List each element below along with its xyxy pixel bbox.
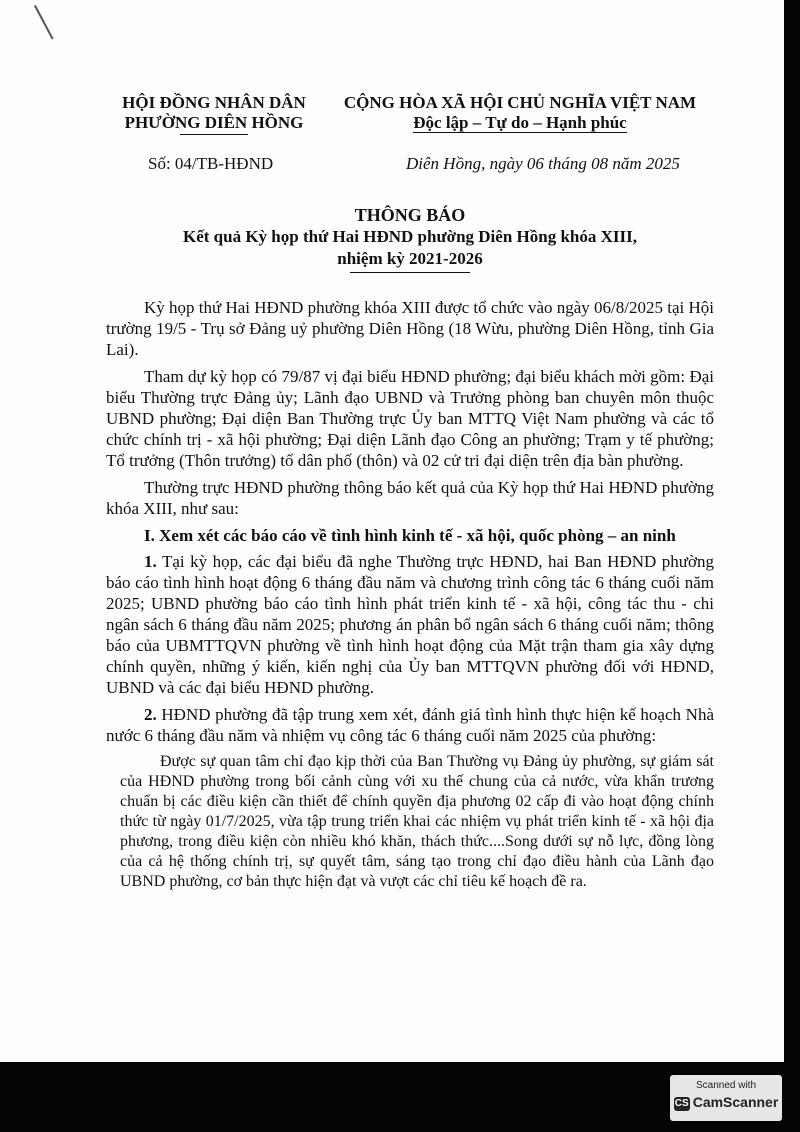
- item-2-number: 2.: [144, 705, 157, 724]
- authority-line2: PHƯỜNG DIÊN HỒNG: [124, 113, 304, 132]
- item-2: [106, 704, 714, 746]
- scanner-watermark: [670, 1075, 782, 1121]
- place-date: Diên Hồng, ngày 06 tháng 08 năm 2025: [406, 154, 680, 173]
- item-1-text: Tại kỳ họp, các đại biểu đã nghe Thường trực HĐND, hai Ban HĐND phường báo cáo tình hình hoạt động 6 tháng đầu năm và chương trình công tác 6 tháng cuối năm 2025; UBND phường báo cáo tình hình phát triển kinh tế - xã hội, công tác thu - chi ngân sách 6 tháng đầu năm 2025; phương án phân bổ ngân sách 6 tháng cuối năm; thông báo của UBMTTQVN phường về tình hình hoạt động của Mặt trận tham gia xây dựng chính quyền, những ý kiến, kiến nghị của Ủy ban MTTQVN phường đối với HĐND, UBND và các đại biểu HĐND phường.: [106, 552, 714, 697]
- nation-name: CỘNG HÒA XÃ HỘI CHỦ NGHĨA VIỆT NAM: [343, 93, 697, 112]
- title-underline: [350, 272, 470, 273]
- subject-line2: nhiệm kỳ 2021-2026: [337, 249, 483, 268]
- watermark-caption: Scanned with: [695, 1080, 757, 1091]
- paragraph-attendees: Tham dự kỳ họp có 79/87 vị đại biểu HĐND phường; đại biểu khách mời gồm: Đại biểu Thường trực Đảng ủy; Lãnh đạo UBND và Trưởng phòng ban chuyên môn thuộc UBND phường; Đại diện Ban Thường trực Ủy ban MTTQ Việt Nam phường và các tổ chức chính trị - xã hội phường; Đại diện Lãnh đạo Công an phường; Trạm y tế phường; Tổ trưởng (Thôn trưởng) tổ dân phố (thôn) và 02 cử tri đại diện trên địa bàn phường.: [106, 367, 714, 470]
- subject-line1: Kết quả Kỳ họp thứ Hai HĐND phường Diên Hồng khóa XIII,: [183, 227, 637, 246]
- item-2-text: HĐND phường đã tập trung xem xét, đánh giá tình hình thực hiện kế hoạch Nhà nước 6 tháng đầu năm và nhiệm vụ công tác 6 tháng cuối năm 2025 của phường:: [106, 705, 714, 745]
- item-1-number: 1.: [144, 552, 157, 571]
- national-title: [330, 93, 710, 133]
- paragraph-announcement: Thường trực HĐND phường thông báo kết quả của Kỳ họp thứ Hai HĐND phường khóa XIII, như sau:: [106, 478, 714, 518]
- authority-line1: HỘI ĐỒNG NHÂN DÂN: [122, 93, 306, 112]
- item-1: [106, 551, 714, 698]
- section-heading: I. Xem xét các báo cáo về tình hình kinh tế - xã hội, quốc phòng – an ninh: [144, 526, 676, 545]
- pen-mark: [34, 5, 54, 39]
- authority-underline: [180, 134, 248, 135]
- issuing-authority: [108, 93, 320, 135]
- watermark-brand: [670, 1092, 782, 1112]
- watermark-brand-name: CamScanner: [692, 1094, 779, 1110]
- paragraph-assessment: Được sự quan tâm chỉ đạo kịp thời của Ban Thường vụ Đảng ủy phường, sự giám sát của HĐND phường trong bối cảnh cùng với xu thế chung của cả nước, vừa khẩn trương chuẩn bị các điều kiện cần thiết để chính quyền địa phương 02 cấp đi vào hoạt động chính thức từ ngày 01/7/2025, vừa tập trung triển khai các nhiệm vụ phát triển kinh tế - xã hội địa phương, trong điều kiện còn nhiều khó khăn, thách thức....Song dưới sự nỗ lực, đồng lòng của cả hệ thống chính trị, sự quyết tâm, sáng tạo trong chỉ đạo điều hành của Lãnh đạo UBND phường, cơ bản thực hiện đạt và vượt các chỉ tiêu kế hoạch đề ra.: [120, 753, 714, 890]
- document-type: THÔNG BÁO: [354, 205, 466, 225]
- document-title: [100, 204, 720, 273]
- reference-number: Số: 04/TB-HĐND: [148, 154, 274, 173]
- paragraph-session-info: Kỳ họp thứ Hai HĐND phường khóa XIII được tổ chức vào ngày 06/8/2025 tại Hội trường 19/5 - Trụ sở Đảng uỷ phường Diên Hồng (18 Wừu, phường Diên Hồng, tỉnh Gia Lai).: [106, 298, 714, 359]
- document-body: [106, 297, 714, 898]
- camscanner-logo-icon: CS: [674, 1098, 689, 1109]
- national-motto: Độc lập – Tự do – Hạnh phúc: [413, 113, 627, 132]
